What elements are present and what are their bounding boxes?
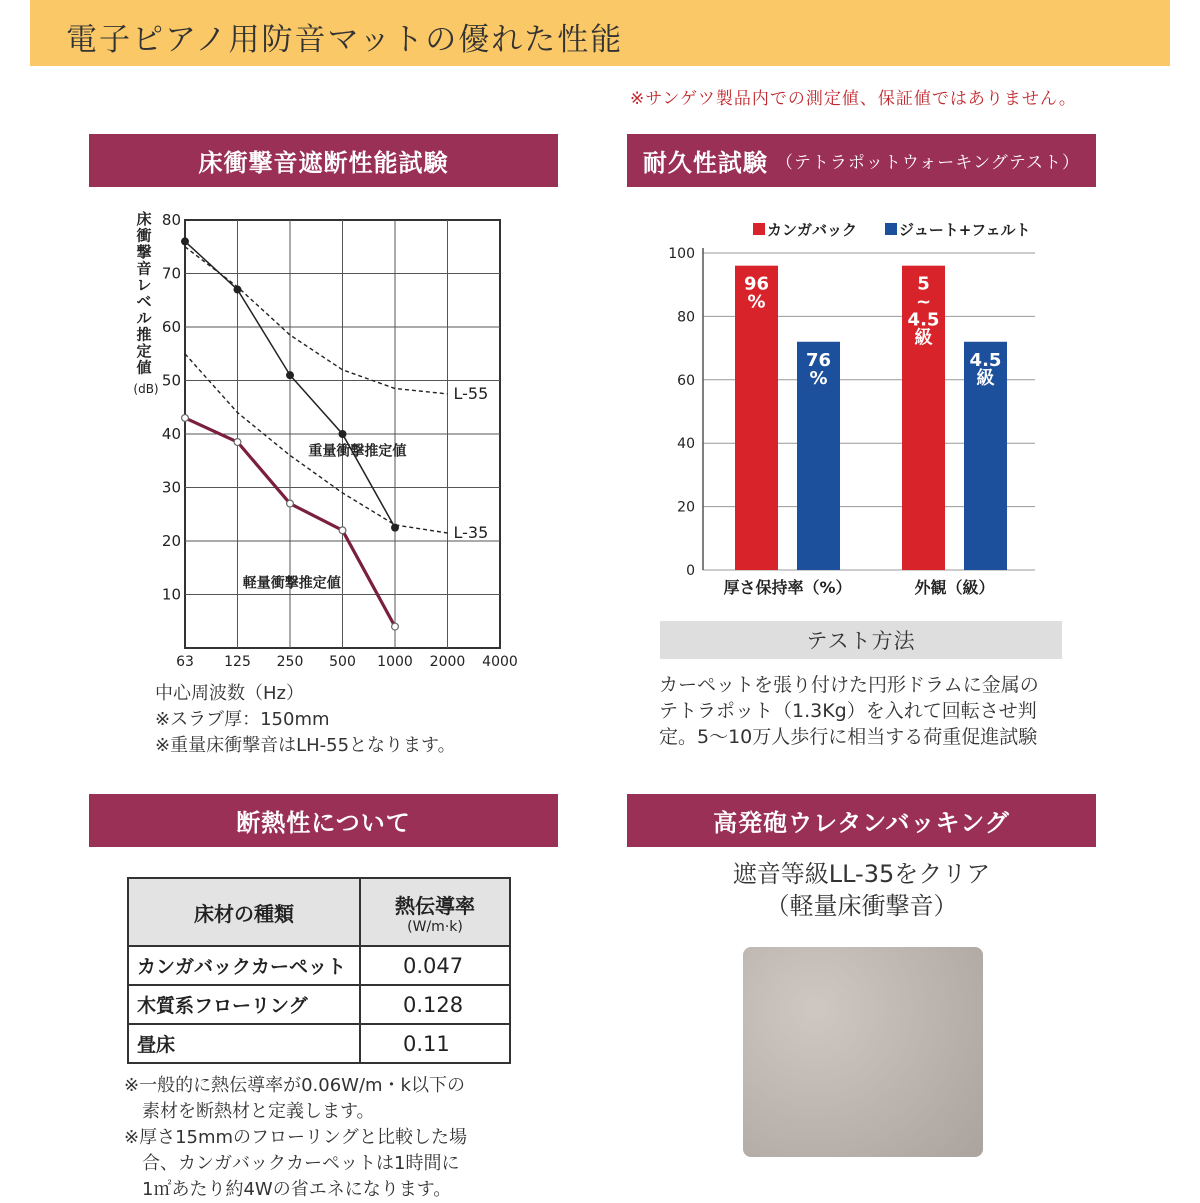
y-tick-label: 70	[161, 264, 181, 283]
section-header-durability-sub: （テトラポットウォーキングテスト）	[775, 153, 1081, 173]
bar-data-label: 5	[917, 273, 930, 295]
section-header-urethane	[627, 794, 1096, 847]
y-axis-label-char: 撃	[136, 243, 152, 261]
section-header-insulation	[89, 794, 558, 847]
table-header-material: 床材の種類	[128, 878, 360, 946]
section-header-insulation-label: 断熱性について	[236, 809, 411, 837]
test-method-line: テトラポット（1.3Kg）を入れて回転させ判	[659, 700, 1037, 722]
floor-impact-note-line: ※重量床衝撃音はLH-55となります。	[155, 735, 456, 756]
section-header-urethane-label: 高発砲ウレタンバッキング	[713, 809, 1010, 837]
insulation-note-line: 合、カンガバックカーペットは1時間に	[124, 1153, 460, 1174]
data-point	[392, 524, 399, 531]
insulation-note-line: ※一般的に熱伝導率が0.06W/m・k以下の	[124, 1075, 465, 1096]
legend-swatch	[885, 223, 897, 235]
test-method-line: 定。5〜10万人歩行に相当する荷重促進試験	[659, 726, 1038, 748]
y-axis-unit: (dB)	[133, 382, 159, 396]
y-axis-label-char: 定	[136, 342, 152, 360]
y-tick-label: 50	[161, 371, 181, 390]
y-axis-label-char: 床	[136, 210, 152, 228]
x-tick-label: 500	[329, 654, 356, 670]
bar-data-label: ~	[915, 291, 932, 313]
bar-data-label: 96	[743, 273, 770, 295]
series-label: 重量衝撃推定値	[308, 443, 407, 460]
urethane-line: 遮音等級LL-35をクリア	[732, 860, 991, 888]
y-tick-label: 20	[677, 499, 695, 516]
x-tick-label: 125	[224, 654, 251, 670]
y-axis-label-char: 値	[136, 358, 152, 377]
floor-impact-note-line: 中心周波数（Hz）	[155, 683, 304, 704]
section-header-durability	[627, 134, 1096, 187]
section-header-durability-label: 耐久性試験	[642, 149, 768, 177]
bar-data-label: 4.5	[907, 309, 940, 331]
bar-data-label: %	[809, 367, 828, 389]
table-cell-material: 畳床	[128, 1024, 360, 1063]
y-axis-label-char: ル	[136, 309, 152, 327]
x-tick-label: 250	[276, 654, 304, 670]
y-tick-label: 20	[161, 532, 181, 550]
y-axis-label-char: 推	[136, 325, 152, 344]
bar-data-label: 級	[976, 367, 995, 389]
table-cell-material: カンガバックカーペット	[128, 946, 360, 985]
data-point	[287, 372, 294, 379]
data-point	[287, 500, 294, 507]
bar-data-label: 級	[914, 327, 933, 349]
y-axis-label-char: 音	[136, 259, 152, 278]
reference-curve-label: L-55	[453, 383, 489, 403]
table-header-conductivity-unit: (W/m·k)	[407, 918, 463, 935]
y-axis-label-char: ベ	[136, 292, 152, 311]
page-title: 電子ピアノ用防音マットの優れた性能	[66, 22, 624, 58]
test-method-label: テスト方法	[660, 621, 1062, 659]
table-header-conductivity	[360, 878, 510, 946]
y-tick-label: 60	[677, 372, 695, 389]
bar-data-label: 76	[805, 349, 832, 371]
data-point	[339, 527, 346, 534]
table-header-row	[128, 878, 510, 946]
insulation-table	[127, 877, 511, 1064]
test-method-line: カーペットを張り付けた円形ドラムに金属の	[659, 674, 1039, 696]
y-tick-label: 100	[668, 246, 695, 262]
y-axis-label-char: レ	[136, 276, 152, 294]
y-tick-label: 10	[161, 585, 181, 604]
urethane-line: （軽量床衝撃音）	[765, 892, 958, 920]
legend-label: ジュート+フェルト	[899, 221, 1031, 239]
legend-swatch	[753, 223, 765, 235]
bar-data-label: 4.5	[969, 349, 1002, 371]
table-cell-material: 木質系フローリング	[128, 985, 360, 1024]
data-point	[234, 439, 241, 446]
data-point	[182, 415, 189, 422]
x-category-label: 厚さ保持率（%）	[723, 578, 852, 597]
x-tick-label: 2000	[429, 654, 466, 670]
insulation-note-line: 素材を断熱材と定義します。	[124, 1101, 375, 1122]
table-header-conductivity-label: 熱伝導率	[395, 893, 475, 918]
floor-impact-note-line: ※スラブ厚：150mm	[155, 709, 330, 730]
section-header-floor-impact-label: 床衝撃音遮断性能試験	[198, 149, 449, 177]
table-cell-value: 0.047	[360, 946, 510, 985]
x-tick-label: 1000	[377, 654, 413, 670]
table-row	[128, 985, 510, 1024]
series-label: 軽量衝撃推定値	[242, 575, 341, 592]
insulation-note-line: ※厚さ15mmのフローリングと比較した場	[124, 1127, 468, 1148]
floor-impact-line-chart	[120, 205, 540, 675]
urethane-description	[627, 858, 1096, 922]
y-tick-label: 40	[677, 436, 695, 453]
y-tick-label: 60	[161, 318, 181, 336]
urethane-foam-sample-image	[743, 947, 983, 1157]
data-point	[339, 431, 346, 438]
bar-data-label: %	[747, 291, 766, 313]
y-tick-label: 40	[161, 425, 181, 443]
y-tick-label: 80	[677, 309, 695, 326]
disclaimer: ※サンゲツ製品内での測定値、保証値ではありません。	[630, 89, 1077, 109]
table-row	[128, 946, 510, 985]
x-tick-label: 63	[176, 654, 194, 670]
y-tick-label: 80	[161, 211, 181, 229]
durability-bar-chart	[655, 210, 1075, 605]
floor-impact-notes	[155, 681, 456, 759]
insulation-note-line: 1㎡あたり約4Wの省エネになります。	[124, 1179, 452, 1200]
test-method-description	[659, 672, 1039, 750]
data-point	[392, 623, 399, 630]
table-cell-value: 0.11	[360, 1024, 510, 1063]
y-tick-label: 30	[161, 478, 181, 497]
reference-curve-label: L-35	[453, 522, 489, 542]
legend-label: カンガバック	[767, 221, 858, 239]
insulation-notes	[124, 1073, 467, 1203]
table-cell-value: 0.128	[360, 985, 510, 1024]
x-category-label: 外観（級）	[914, 578, 995, 597]
table-row	[128, 1024, 510, 1063]
data-point	[234, 286, 241, 293]
data-point	[182, 238, 189, 245]
y-tick-label: 0	[686, 563, 695, 579]
y-axis-label-char: 衝	[136, 226, 152, 245]
x-tick-label: 4000	[482, 654, 518, 670]
section-header-floor-impact	[89, 134, 558, 187]
